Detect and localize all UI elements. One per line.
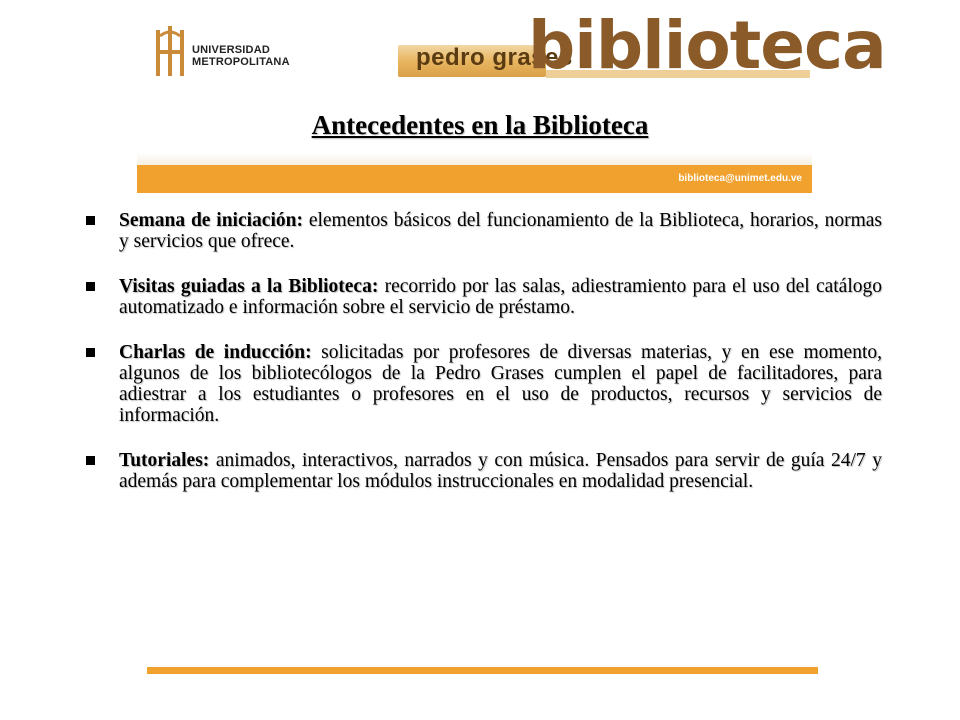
library-name-small: pedro grases (416, 44, 573, 71)
item-text: animados, interactivos, narrados y con música. Pensados para servir de guía 24/7 y además para complementar los módulos instruccionales en modalidad presencial. (119, 450, 882, 492)
item-text: solicitadas por profesores de diversas materias, y en ese momento, algunos de los bibliotecólogos de la Pedro Grases cumplen el papel de facilitadores, para adiestrar a los estudiantes o profesores en el uso de productos, recursos y servicios de información. (119, 342, 883, 426)
item-term: Charlas de inducción: (119, 342, 312, 363)
item-term: Semana de iniciación: (119, 210, 303, 231)
university-logo (152, 26, 302, 86)
university-line-2: METROPOLITANA (192, 56, 290, 68)
square-bullet-icon (86, 282, 95, 291)
footer-divider (147, 667, 818, 674)
item-term: Visitas guiadas a la Biblioteca: (119, 276, 379, 297)
content-list (84, 210, 882, 516)
item-term: Tutoriales: (119, 450, 210, 471)
university-name (192, 44, 290, 68)
square-bullet-icon (86, 348, 95, 357)
page-title: Antecedentes en la Biblioteca (311, 110, 649, 140)
item-text: recorrido por las salas, adiestramiento para el uso del catálogo automatizado e información sobre el servicio de préstamo. (119, 276, 882, 318)
list-item (84, 450, 882, 492)
header-fade (137, 153, 812, 165)
list-item (84, 342, 882, 426)
university-line-1: UNIVERSIDAD (192, 44, 270, 56)
university-emblem-icon (152, 26, 188, 80)
list-item (84, 276, 882, 318)
square-bullet-icon (86, 456, 95, 465)
email-address[interactable]: biblioteca@unimet.edu.ve (678, 173, 802, 184)
list-item (84, 210, 882, 252)
library-name-large: biblioteca (528, 7, 886, 84)
item-text: elementos básicos del funcionamiento de la Biblioteca, horarios, normas y servicios que ofrece. (119, 210, 882, 252)
square-bullet-icon (86, 216, 95, 225)
